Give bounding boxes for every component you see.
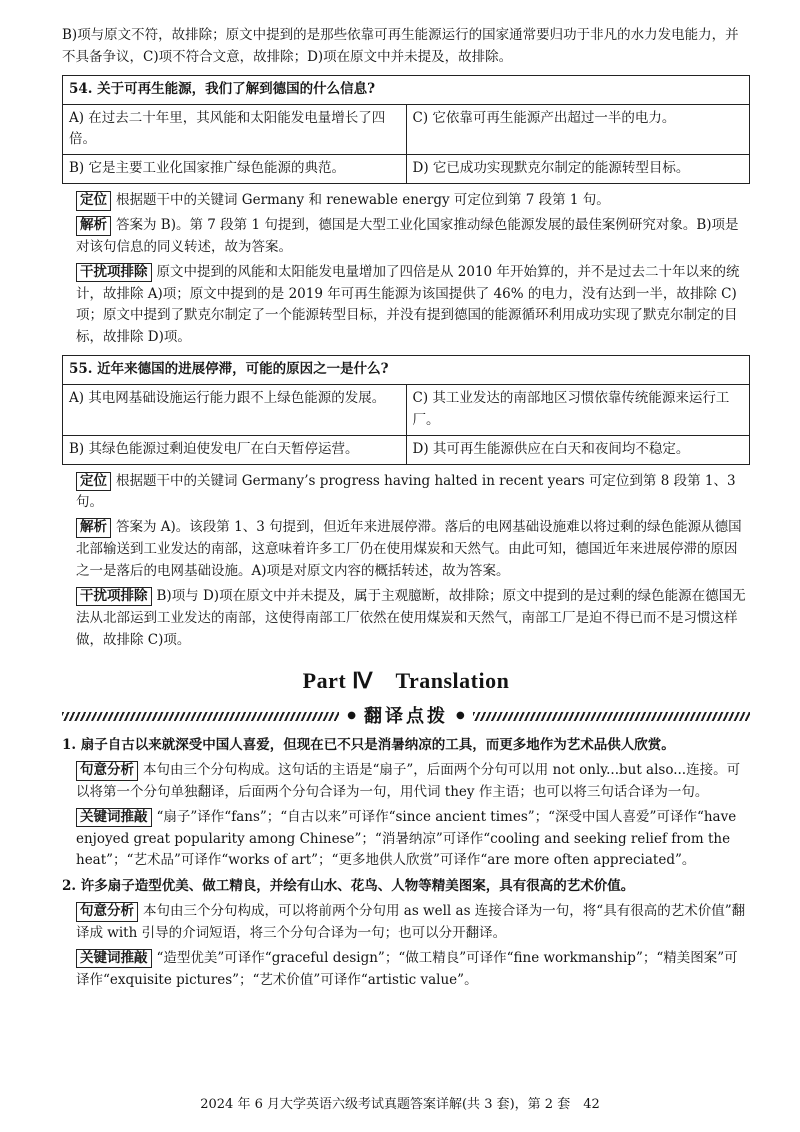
hatch-right [473,712,750,721]
page-footer: 2024 年 6 月大学英语六级考试真题答案详解(共 3 套)，第 2 套 42 [200,1097,600,1112]
locate-tag: 定位 [76,191,111,211]
banner-title: 翻译点拨 [364,705,448,727]
section-banner [62,705,750,727]
intro-paragraph: B)项与原文不符，故排除；原文中提到的是那些依靠可再生能源运行的国家通常要归功于非凡的水力发电能力，并不具备争议，C)项不符合文意，故排除；D)项在原文中并未提及，故排除。 [62,27,739,65]
t2-sentence: 2. 许多扇子造型优美、做工精良，并绘有山水、花鸟、人物等精美图案，具有很高的艺术价值。 [62,878,635,895]
q54-table [62,75,750,184]
analysis-tag: 解析 [76,518,111,538]
t1-analysis [62,760,750,804]
q55-option-b: B) 其绿色能源过剩迫使发电厂在白天暂停运营。 [63,435,407,464]
q54-option-d: D) 它已成功实现默克尔制定的能源转型目标。 [406,155,750,184]
q55-locate [62,471,750,515]
t1-keyword-text: “扇子”译作“fans”；“自古以来”可译作“since ancient times”；“深受中国人喜爱”可译作“have enjoyed great popularity among Chinese”；“消暑纳凉”可译作“cooling and seeking relief from the heat”；“艺术品”可译作“works of art”；“更多地供人欣赏”可译作“are more often appreciated”。 [76,808,737,869]
t2-analysis-text: 本句由三个分句构成，可以将前两个分句用 as well as 连接合译为一句，将“具有很高的艺术价值”翻译成 with 引导的介词短语，将三个分句合译为一句；也可以分开翻译。 [76,903,746,941]
q55-option-d: D) 其可再生能源供应在白天和夜间均不稳定。 [406,435,750,464]
t1-keywords [62,807,750,873]
q54-locate-text: 根据题干中的关键词 Germany 和 renewable energy 可定位到第 7 段第 1 句。 [116,192,610,209]
part-title: Part Ⅳ Translation [302,668,510,694]
q54-option-a: A) 在过去二十年里，其风能和太阳能发电量增长了四倍。 [63,104,407,155]
bullet-right: ● [456,710,465,722]
locate-tag: 定位 [76,472,111,492]
q55-distract [62,586,750,652]
bullet-left: ● [347,710,356,722]
page [62,22,750,992]
t2-analysis [62,901,750,945]
q55-table [62,355,750,464]
sentence-analysis-tag: 句意分析 [76,761,138,781]
q54-analysis-text: 答案为 B)。第 7 段第 1 句提到，德国是大型工业化国家推动绿色能源发展的最佳案例研究对象。B)项是对该句信息的同义转述，故为答案。 [76,217,739,255]
q54-question: 54. 关于可再生能源，我们了解到德国的什么信息? [63,75,750,104]
distract-tag: 干扰项排除 [76,587,152,607]
q54-analysis [62,215,750,259]
t2-keyword-text: “造型优美”可译作“graceful design”；“做工精良”可译作“fine workmanship”；“精美图案”可译作“exquisite pictures”；“艺术价值”可译作“artistic value”。 [76,949,738,988]
q55-locate-text: 根据题干中的关键词 Germany’s progress having halted in recent years 可定位到第 8 段第 1、3 句。 [76,472,736,511]
keyword-tag: 关键词推敲 [76,808,152,828]
distract-tag: 干扰项排除 [76,263,152,283]
q54-locate [62,190,750,212]
q54-distract-text: 原文中提到的风能和太阳能发电量增加了四倍是从 2010 年开始算的，并不是过去二十年以来的统计，故排除 A)项；原文中提到的是 2019 年可再生能源为该国提供了 46% 的电力，没有达到一半，故排除 C)项；原文中提到了默克尔制定了一个能源转型目标，并没有提到德国的能源循环利用成功实现了默克尔制定的目标，故排除 D)项。 [76,263,740,346]
t1-sentence: 1. 扇子自古以来就深受中国人喜爱，但现在已不只是消暑纳凉的工具，而更多地作为艺术品供人欣赏。 [62,737,675,754]
q55-question: 55. 近年来德国的进展停滞，可能的原因之一是什么? [63,356,750,385]
q55-distract-text: B)项与 D)项在原文中并未提及，属于主观臆断，故排除；原文中提到的是过剩的绿色能源在德国无法从北部运到工业发达的南部，这使得南部工厂依然在使用煤炭和天然气，南部工厂是迫不得已而不是习惯这样做，故排除 C)项。 [76,587,746,648]
sentence-analysis-tag: 句意分析 [76,902,138,922]
q55-option-a: A) 其电网基础设施运行能力跟不上绿色能源的发展。 [63,385,407,436]
analysis-tag: 解析 [76,216,111,236]
hatch-left [62,712,339,721]
q55-analysis-text: 答案为 A)。该段第 1、3 句提到，但近年来进展停滞。落后的电网基础设施难以将过剩的绿色能源从德国北部输送到工业发达的南部，这意味着许多工厂仍在使用煤炭和天然气。由此可知，德国近年来进展停滞的原因之一是落后的电网基础设施。A)项是对原文内容的概括转述，故为答案。 [76,519,742,580]
q55-analysis [62,517,750,583]
q54-option-b: B) 它是主要工业化国家推广绿色能源的典范。 [63,155,407,184]
q55-option-c: C) 其工业发达的南部地区习惯依靠传统能源来运行工厂。 [406,385,750,436]
t1-analysis-text: 本句由三个分句构成。这句话的主语是“扇子”，后面两个分句可以用 not only...but also...连接。可以将第一个分句单独翻译，后面两个分句合译为一句，用代词 they 作主语；也可以将三句话合译为一句。 [76,761,741,800]
q54-option-c: C) 它依靠可再生能源产出超过一半的电力。 [406,104,750,155]
q54-distract [62,262,750,349]
keyword-tag: 关键词推敲 [76,949,152,969]
t2-keywords [62,948,750,992]
